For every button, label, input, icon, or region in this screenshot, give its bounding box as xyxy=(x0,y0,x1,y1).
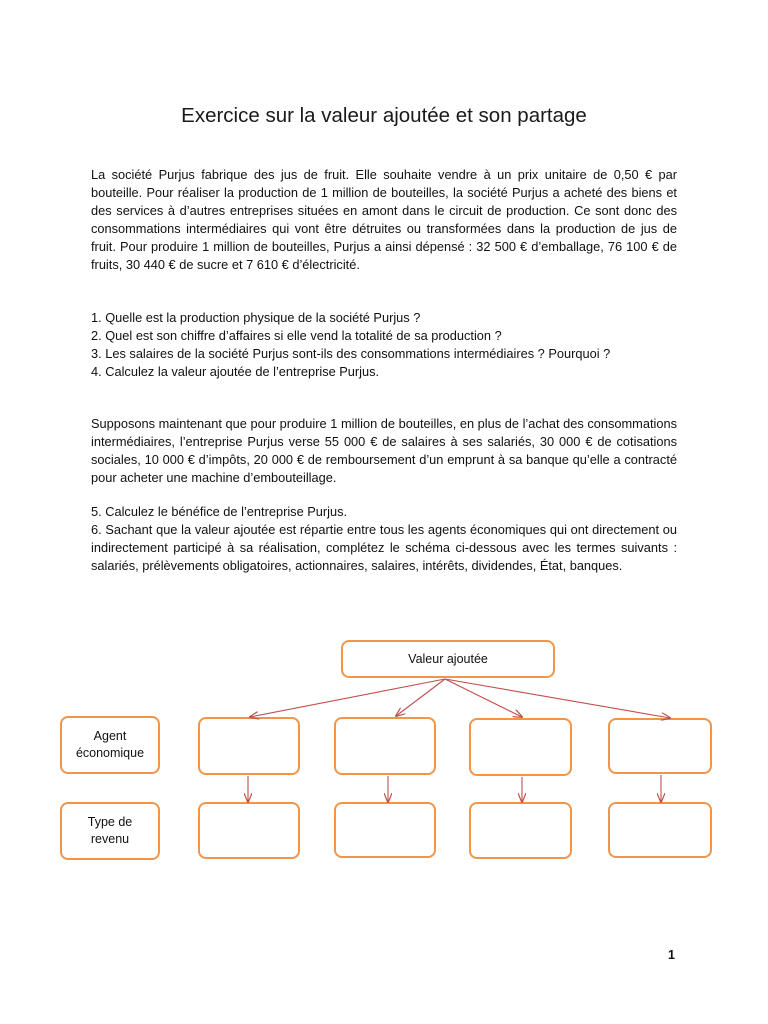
question-1: 1. Quelle est la production physique de la société Purjus ? xyxy=(91,310,421,325)
agent-box-3[interactable] xyxy=(469,718,572,776)
page-number: 1 xyxy=(668,948,675,962)
scenario-paragraph: Supposons maintenant que pour produire 1 million de bouteilles, en plus de l’achat des consommations intermédiaires, l’entreprise Purjus verse 55 000 € de salaires à ses salariés, 30 000 € de cotisations sociales, 10 000 € d’impôts, 20 000 € de remboursement d’un emprunt à sa banque qu’elle a contracté pour acheter une machine d’embouteillage. xyxy=(91,416,677,485)
arrow-to-agent-3 xyxy=(445,679,522,717)
arrow-to-agent-2 xyxy=(396,679,445,716)
intro-paragraph: La société Purjus fabrique des jus de fruit. Elle souhaite vendre à un prix unitaire de 0,50 € par bouteille. Pour réaliser la production de 1 million de bouteilles, la société Purjus a acheté des biens et des services à d’autres entreprises situées en amont dans le circuit de production. Ce sont donc des consommations intermédiaires qui vont être détruites ou transformées dans la production de jus de fruit. Pour produire 1 million de bouteilles, Purjus a ainsi dépensé : 32 500 € d’emballage, 76 100 € de fruits, 30 440 € de sucre et 7 610 € d’électricité. xyxy=(91,167,677,272)
question-3: 3. Les salaires de la société Purjus sont-ils des consommations intermédiaires ? Pourquoi ? xyxy=(91,346,611,361)
question-5: 5. Calculez le bénéfice de l’entreprise Purjus. xyxy=(91,504,348,519)
question-block-2 xyxy=(91,503,677,575)
arrow-to-agent-4 xyxy=(445,679,670,718)
question-4: 4. Calculez la valeur ajoutée de l’entreprise Purjus. xyxy=(91,364,380,379)
revenue-box-1[interactable] xyxy=(198,802,300,859)
question-list xyxy=(91,309,677,381)
revenue-box-4[interactable] xyxy=(608,802,712,858)
revenue-box-3[interactable] xyxy=(469,802,572,859)
agent-box-1[interactable] xyxy=(198,717,300,775)
arrow-to-agent-1 xyxy=(250,679,445,717)
type-revenu-label: Type de revenu xyxy=(60,802,160,860)
value-added-box: Valeur ajoutée xyxy=(341,640,555,678)
agent-box-2[interactable] xyxy=(334,717,436,775)
agent-box-4[interactable] xyxy=(608,718,712,774)
page-title: Exercice sur la valeur ajoutée et son partage xyxy=(181,104,587,127)
question-6: 6. Sachant que la valeur ajoutée est répartie entre tous les agents économiques qui ont directement ou indirectement participé à sa réalisation, complétez le schéma ci-dessous avec les termes suivants : salariés, prélèvements obligatoires, actionnaires, salaires, intérêts, dividendes, État, banques. xyxy=(91,522,677,573)
question-2: 2. Quel est son chiffre d’affaires si elle vend la totalité de sa production ? xyxy=(91,328,502,343)
agent-economique-label: Agent économique xyxy=(60,716,160,774)
revenue-box-2[interactable] xyxy=(334,802,436,858)
